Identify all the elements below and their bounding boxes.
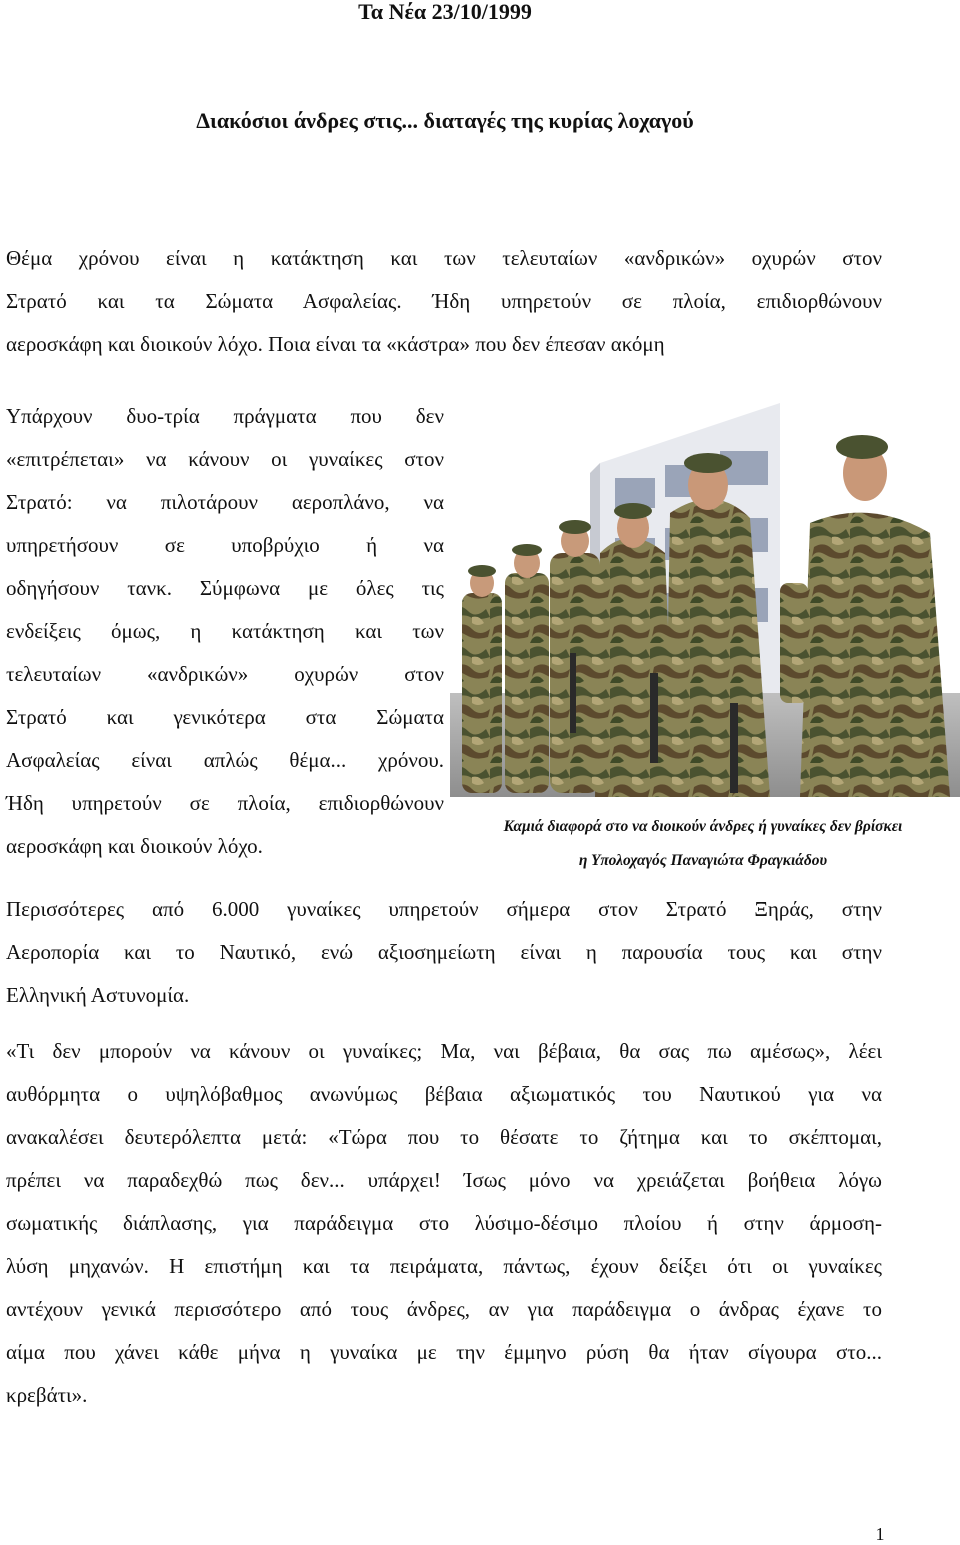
paragraph-line: Περισσότερες από 6.000 γυναίκες υπηρετούν σήμερα στον Στρατό Ξηράς, στην: [6, 897, 882, 921]
photo-caption-line-2: η Υπολοχαγός Παναγιώτα Φραγκιάδου: [578, 852, 828, 869]
column-line: Ασφαλείας είναι απλώς θέμα... χρόνου.: [6, 748, 444, 772]
column-line: οδηγήσουν τανκ. Σύμφωνα με όλες τις: [6, 576, 444, 600]
lead-line: Θέμα χρόνου είναι η κατάκτηση και των τελευταίων «ανδρικών» οχυρών στον: [6, 246, 882, 270]
column-line: Στρατό και γενικότερα στα Σώματα: [6, 705, 444, 729]
column-line: Ήδη υπηρετούν σε πλοία, επιδιορθώνουν: [6, 791, 444, 815]
page-number: 1: [875, 1524, 885, 1544]
paragraph-line: Ελληνική Αστυνομία.: [6, 983, 190, 1007]
lead-line: Στρατό και τα Σώματα Ασφαλείας. Ήδη υπηρετούν σε πλοία, επιδιορθώνουν: [6, 289, 882, 313]
newspaper-header: Τα Νέα 23/10/1999: [358, 0, 532, 24]
photo-caption-line-1: Καμιά διαφορά στο να διοικούν άνδρες ή γυναίκες δεν βρίσκει: [503, 818, 903, 835]
paragraph-line: πρέπει να παραδεχθώ πως δεν... υπάρχει! Ίσως μόνο να χρειάζεται βοήθεια λόγω: [6, 1168, 882, 1192]
column-line: αεροσκάφη και διοικούν λόχο.: [6, 834, 263, 858]
paragraph-line: σωματικής διάπλασης, για παράδειγμα στο λύσιμο-δέσιμο πλοίου ή στην άρμοση-: [6, 1211, 882, 1235]
column-line: «επιτρέπεται» να κάνουν οι γυναίκες στον: [6, 447, 444, 471]
paragraph-line: Αεροπορία και το Ναυτικό, ενώ αξιοσημείωτη είναι η παρουσία τους και στην: [6, 940, 882, 964]
article-title: Διακόσιοι άνδρες στις... διαταγές της κυρίας λοχαγού: [196, 108, 694, 133]
column-line: ενδείξεις όμως, η κατάκτηση και των: [6, 619, 444, 643]
column-line: τελευταίων «ανδρικών» οχυρών στον: [6, 662, 444, 686]
lead-paragraph: [6, 237, 882, 366]
column-line: Υπάρχουν δυο-τρία πράγματα που δεν: [6, 404, 444, 428]
paragraph-line: αντέχουν γενικά περισσότερο από τους άνδρες, αν για παράδειγμα ο άνδρας έχανε το: [6, 1297, 882, 1321]
column-paragraph: [6, 395, 444, 868]
paragraph-3: [6, 1030, 882, 1417]
paragraph-line: αυθόρμητα ο υψηλόβαθμος ανωνύμως βέβαια αξιωματικός του Ναυτικού για να: [6, 1082, 882, 1106]
paragraph-line: «Τι δεν μπορούν να κάνουν οι γυναίκες; Μα, ναι βέβαια, θα σας πω αμέσως», λέει: [6, 1039, 882, 1063]
lead-line: αεροσκάφη και διοικούν λόχο. Ποια είναι τα «κάστρα» που δεν έπεσαν ακόμη: [6, 332, 665, 356]
paragraph-line: ανακαλέσει δευτερόλεπτα μετά: «Τώρα που το θέσατε το ζήτημα και το σκέπτομαι,: [6, 1125, 882, 1149]
soldiers-photo: [450, 403, 960, 797]
column-line: υπηρετήσουν σε υποβρύχιο ή να: [6, 533, 444, 557]
column-line: Στρατό: να πιλοτάρουν αεροπλάνο, να: [6, 490, 444, 514]
paragraph-line: αίμα που χάνει κάθε μήνα η γυναίκα με την έμμηνο ρύση θα ήταν σίγουρα στο...: [6, 1340, 882, 1364]
paragraph-2: [6, 888, 882, 1017]
paragraph-line: κρεβάτι».: [6, 1383, 88, 1407]
paragraph-line: λύση μηχανών. Η επιστήμη και τα πειράματα, πάντως, έχουν δείξει ότι οι γυναίκες: [6, 1254, 882, 1278]
